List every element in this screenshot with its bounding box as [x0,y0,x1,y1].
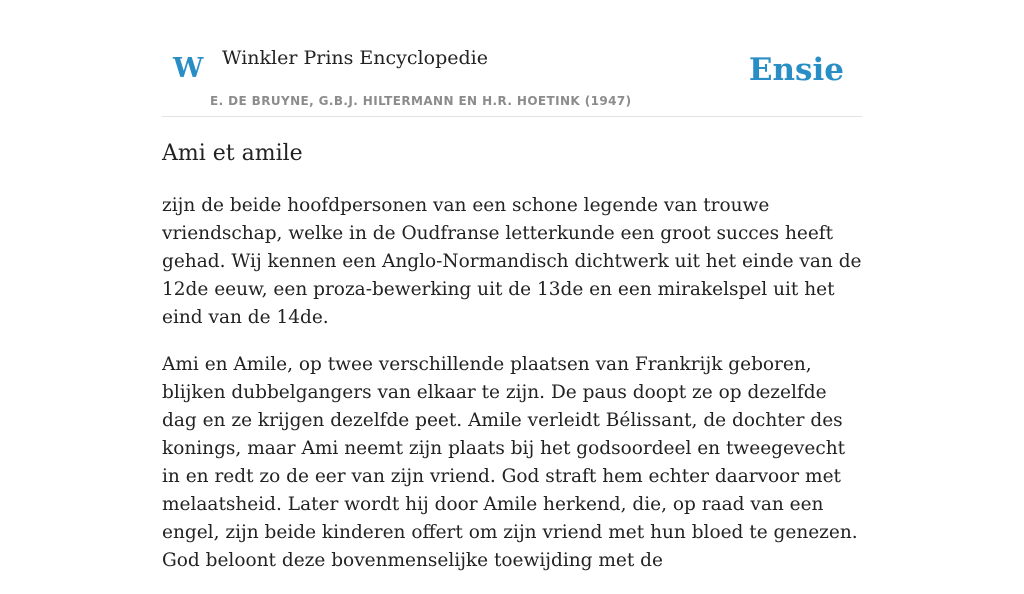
source-authors: E. DE BRUYNE, G.B.J. HILTERMANN EN H.R. HOETINK (1947) [210,94,632,108]
article-paragraph: Ami en Amile, op twee verschillende plaatsen van Frankrijk geboren, blijken dubbelgangers van elkaar te zijn. De paus doopt ze op dezelfde dag en ze krijgen dezelfde peet. Amile verleidt Bélissant, de dochter des konings, maar Ami neemt zijn plaats bij het godsoordeel en tweegevecht in en redt zo de eer van zijn vriend. God straft hem echter daarvoor met melaatsheid. Later wordt hij door Amile herkend, die, op raad van een engel, zijn beide kinderen offert om zijn vriend met hun bloed te genezen. God beloont deze bovenmenselijke toewijding met de [162,354,858,571]
article-paragraph: zijn de beide hoofdpersonen van een schone legende van trouwe vriendschap, welke in de Oudfranse letterkunde een groot succes heeft gehad. Wij kennen een Anglo-Normandisch dichtwerk uit het einde van de 12de eeuw, een proza-bewerking uit de 13de en een mirakelspel uit het eind van de 14de. [162,195,862,328]
brand-logo[interactable]: Ensie [748,52,844,88]
article-title: Ami et amile [162,141,303,166]
source-logo-icon[interactable]: W [173,53,204,84]
article-body [162,192,862,594]
source-title[interactable]: Winkler Prins Encyclopedie [222,47,488,69]
source-header [162,0,862,117]
